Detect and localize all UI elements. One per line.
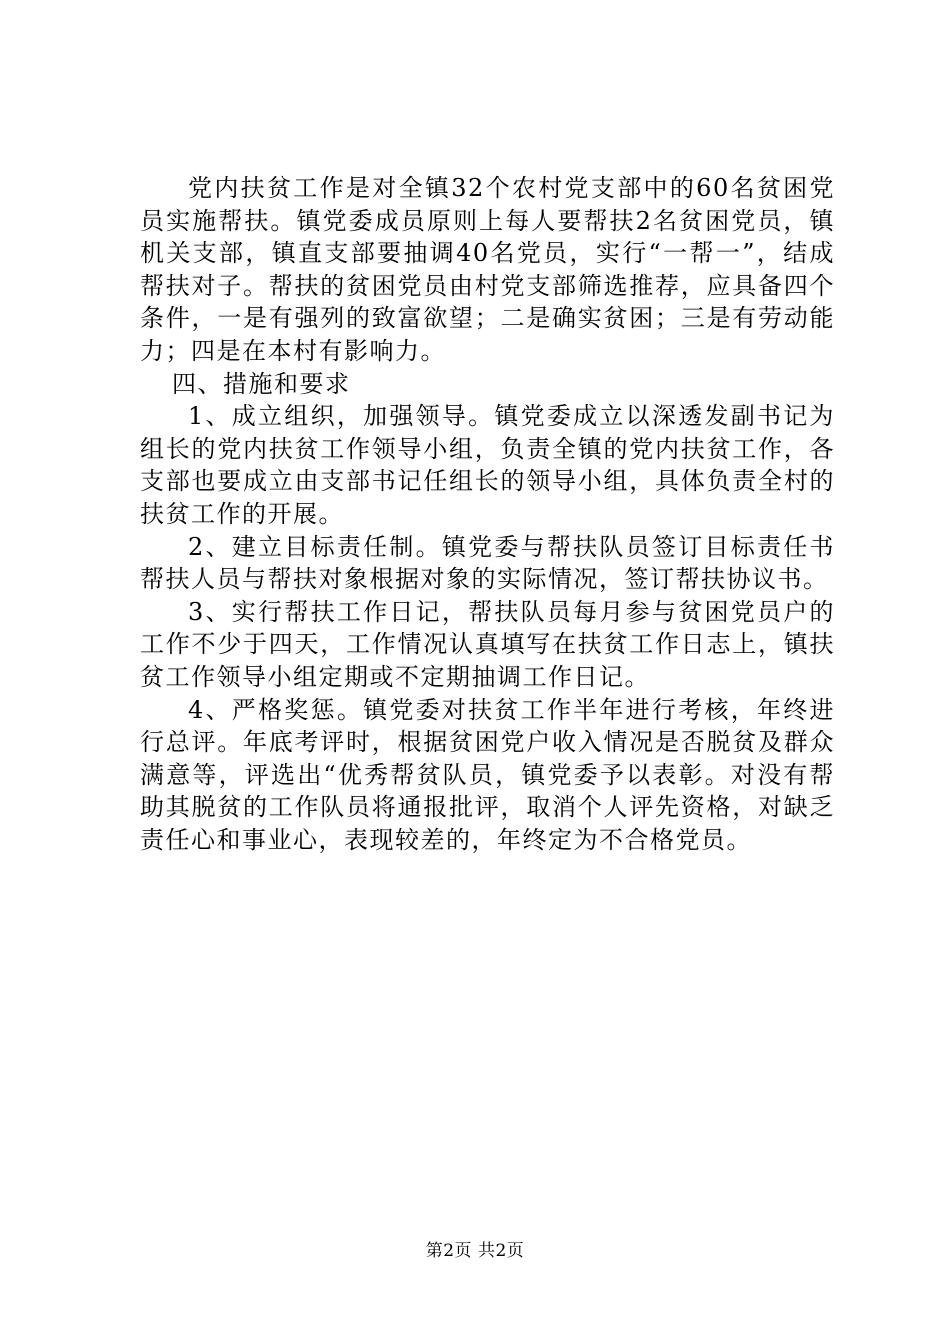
measure-item-4: 4、严格奖惩。镇党委对扶贫工作半年进行考核，年终进行总评。年底考评时，根据贫困党户收入情况是否脱贫及群众满意等，评选出“优秀帮贫队员，镇党委予以表彰。对没有帮助其脱贫的工作队员将通报批评，取消个人评先资格，对缺乏责任心和事业心，表现较差的，年终定为不合格党员。 (140, 695, 835, 854)
page-footer: 第2页 共2页 (425, 1241, 525, 1261)
measure-item-2: 2、建立目标责任制。镇党委与帮扶队员签订目标责任书帮扶人员与帮扶对象根据对象的实际情况，签订帮扶协议书。 (140, 532, 835, 594)
measure-item-1: 1、成立组织，加强领导。镇党委成立以深透发副书记为组长的党内扶贫工作领导小组，负责全镇的党内扶贫工作，各支部也要成立由支部书记任组长的领导小组，具体负责全村的扶贫工作的开展。 (140, 402, 835, 528)
document-body (140, 172, 835, 856)
section-heading: 四、措施和要求 (172, 369, 351, 398)
intro-paragraph: 党内扶贫工作是对全镇32个农村党支部中的60名贫困党员实施帮扶。镇党委成员原则上每人要帮扶2名贫困党员，镇机关支部，镇直支部要抽调40名党员，实行“一帮一”，结成帮扶对子。帮扶的贫困党员由村党支部筛选推荐，应具备四个条件，一是有强列的致富欲望；二是确实贫困；三是有劳动能力；四是在本村有影响力。 (140, 174, 835, 365)
measure-item-3: 3、实行帮扶工作日记，帮扶队员每月参与贫困党员户的工作不少于四天，工作情况认真填写在扶贫工作日志上，镇扶贫工作领导小组定期或不定期抽调工作日记。 (140, 597, 835, 691)
